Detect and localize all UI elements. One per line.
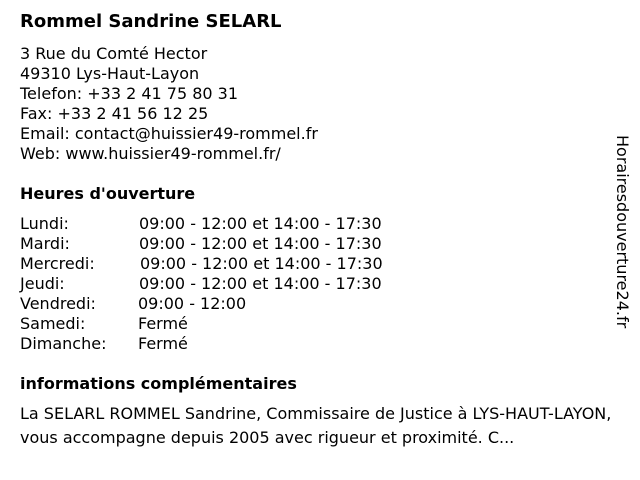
email-address: Email: contact@huissier49-rommel.fr — [20, 124, 318, 143]
day-label: Samedi: — [20, 314, 86, 333]
day-hours: 09:00 - 12:00 — [138, 294, 247, 313]
day-label: Mercredi: — [20, 254, 95, 273]
business-name: Rommel Sandrine SELARL — [20, 11, 282, 32]
day-label: Jeudi: — [20, 274, 65, 293]
additional-info-heading: informations complémentaires — [20, 374, 297, 393]
source-watermark: Horairesdouverture24.fr — [613, 135, 632, 329]
address-street: 3 Rue du Comté Hector — [20, 44, 208, 63]
day-hours: Fermé — [138, 334, 188, 353]
day-label: Lundi: — [20, 214, 69, 233]
website-url: Web: www.huissier49-rommel.fr/ — [20, 144, 281, 163]
phone-number: Telefon: +33 2 41 75 80 31 — [20, 84, 239, 103]
day-hours: 09:00 - 12:00 et 14:00 - 17:30 — [140, 254, 383, 273]
day-hours: 09:00 - 12:00 et 14:00 - 17:30 — [139, 214, 382, 233]
day-hours: Fermé — [138, 314, 188, 333]
fax-number: Fax: +33 2 41 56 12 25 — [20, 104, 209, 123]
day-hours: 09:00 - 12:00 et 14:00 - 17:30 — [139, 274, 382, 293]
address-city: 49310 Lys-Haut-Layon — [20, 64, 200, 83]
opening-hours-heading: Heures d'ouverture — [20, 184, 196, 203]
day-label: Dimanche: — [20, 334, 107, 353]
additional-info-text: La SELARL ROMMEL Sandrine, Commissaire de Justice à LYS-HAUT-LAYON, vous accompagne depuis 2005 avec rigueur et proximité. C... — [20, 404, 612, 447]
day-label: Vendredi: — [20, 294, 96, 313]
day-label: Mardi: — [20, 234, 70, 253]
day-hours: 09:00 - 12:00 et 14:00 - 17:30 — [139, 234, 382, 253]
